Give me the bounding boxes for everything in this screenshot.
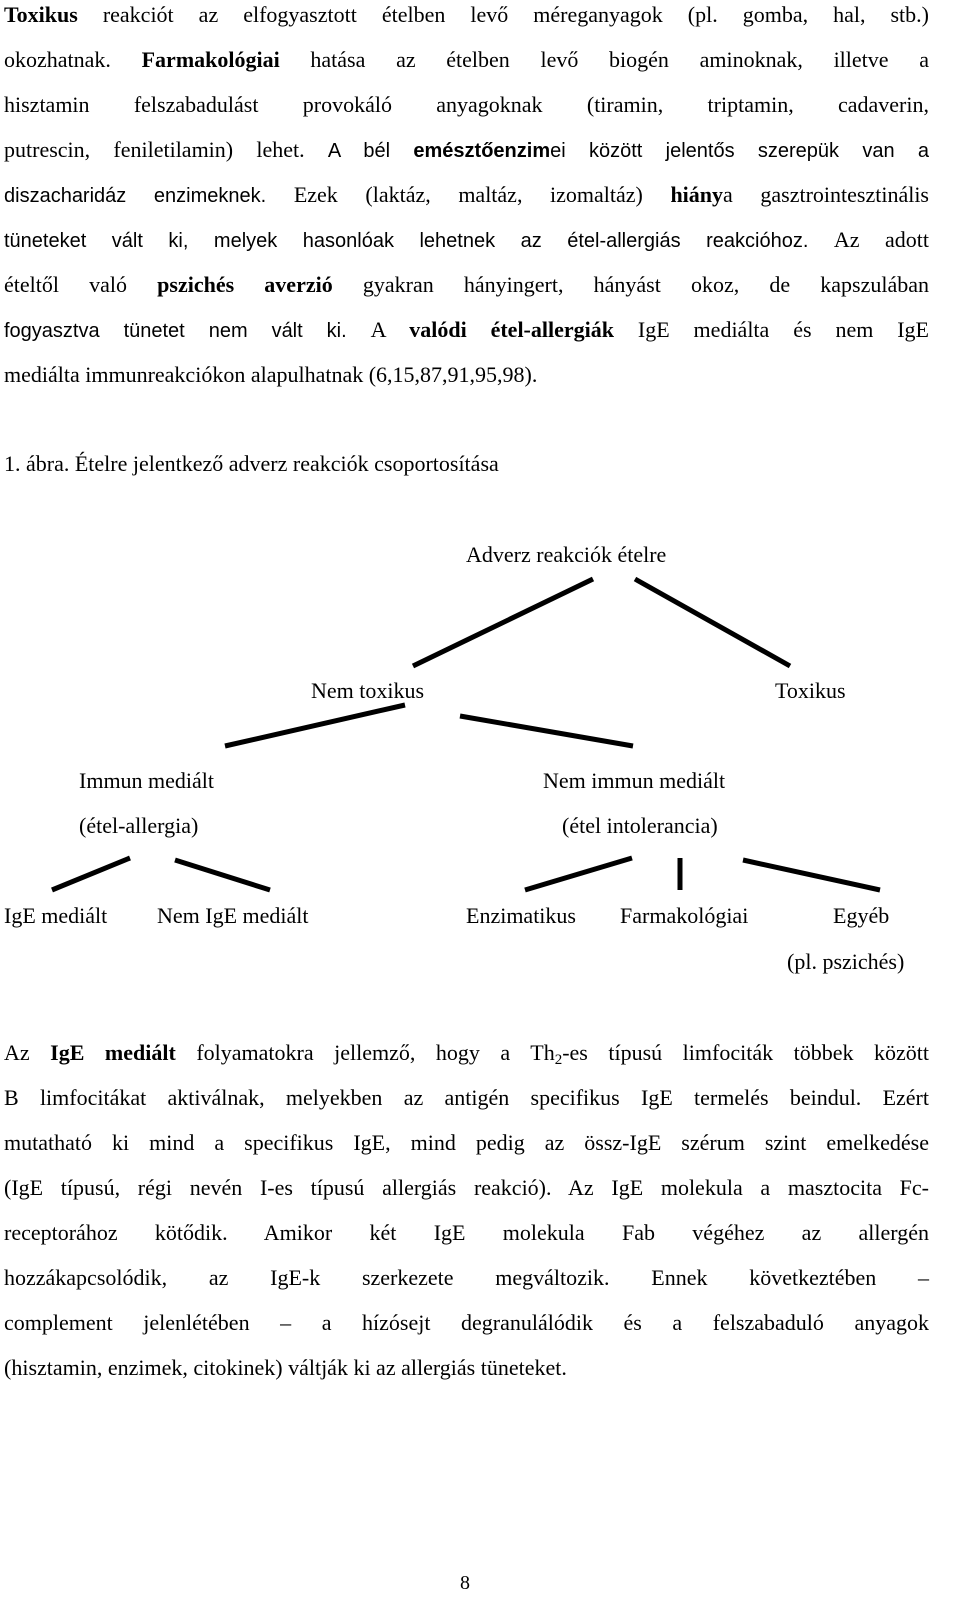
intro-line-9: mediálta immunreakciókon alapulhatnak (6,15,87,91,95,98). [4,362,538,387]
intro-paragraph [4,0,929,397]
node-etel-intolerancia: (étel intolerancia) [562,813,718,838]
term-pszichés-averzio: pszichés averzió [157,272,333,297]
body2-line-7: complement jelenlétében – a hízósejt degranulálódik és a felszabaduló anyagok [4,1310,929,1335]
ige-paragraph [4,1030,929,1390]
node-pl-pszichés: (pl. pszichés) [787,949,905,974]
node-egyeb: Egyéb [833,903,890,928]
body2-line-1: Az IgE mediált folyamatokra jellemző, hogy a $Th_2-es$ típusú limfociták többek között [4,1040,929,1068]
body2-line-3: mutatható ki mind a specifikus IgE, mind pedig az össz-IgE szérum szint emelkedése [4,1130,929,1155]
connector-immun-ige [52,858,130,890]
node-nem-immun-medialt: Nem immun mediált [543,768,726,793]
node-immun-medialt: Immun mediált [79,768,215,793]
term-ige-medialt: IgE mediált [50,1040,176,1065]
connector-root-toxikus [635,579,790,666]
page-number: 8 [460,1572,470,1594]
node-ige-medialt: IgE mediált [4,903,108,928]
term-farmakologiai: Farmakológiai [141,47,280,72]
figure-caption: 1. ábra. Ételre jelentkező adverz reakciók csoportosítása [4,451,499,476]
body2-line-4: (IgE típusú, régi nevén I-es típusú allergiás reakció). Az IgE molekula a masztocita Fc- [4,1175,929,1200]
subscript-2: 2 [554,1052,563,1068]
node-farmakologiai: Farmakológiai [620,903,749,928]
term-emesztoenzim: emésztőenzim [413,140,551,162]
node-enzimatikus: Enzimatikus [466,903,576,928]
term-toxikus: Toxikus [4,2,78,27]
node-toxikus: Toxikus [775,678,846,703]
intro-line-6: tüneteket vált ki, melyek hasonlóak lehetnek az étel-allergiás reakcióhoz. Az adott [4,227,929,252]
node-nem-ige-medialt: Nem IgE mediált [157,903,309,928]
term-valodi-etel-allergiak: valódi étel-allergiák [409,317,614,342]
intro-line-5: diszacharidáz enzimeknek. Ezek (laktáz, maltáz, izomaltáz) hiánya gasztrointesztinális [4,182,929,207]
body2-line-8: (hisztamin, enzimek, citokinek) váltják ki az allergiás tüneteket. [4,1355,567,1380]
connector-nemtox-nonimmun [460,716,633,746]
intro-line-2: okozhatnak. Farmakológiai hatása az ételben levő biogén aminoknak, illetve a [4,47,929,72]
body2-line-5: receptorához kötődik. Amikor két IgE molekula Fab végéhez az allergén [4,1220,929,1245]
node-etel-allergia: (étel-allergia) [79,813,199,838]
connector-nemtox-immun [225,705,405,746]
intro-line-1: Toxikus reakciót az elfogyasztott ételben levő méreganyagok (pl. gomba, hal, stb.) [4,2,929,27]
connector-immun-non-ige [175,860,270,890]
connector-nonimmun-egyeb [743,860,880,890]
term-hiany: hiány [670,182,724,207]
connector-nonimmun-enzimatikus [525,858,632,890]
connector-root-nem-toxikus [413,579,593,666]
body2-line-2: B limfocitákat aktiválnak, melyekben az antigén specifikus IgE termelés beindul. Ezért [4,1085,929,1110]
intro-line-4: putrescin, feniletilamin) lehet. A bél emésztőenzimei között jelentős szerepük van a [4,137,929,162]
node-nem-toxikus: Nem toxikus [311,678,425,703]
intro-line-8: fogyasztva tünetet nem vált ki. A valódi étel-allergiák IgE mediálta és nem IgE [4,317,929,342]
intro-line-7: ételtől való pszichés averzió gyakran hányingert, hányást okoz, de kapszulában [4,272,930,297]
node-adverz-reakciok: Adverz reakciók ételre [466,542,667,567]
intro-line-3: hisztamin felszabadulást provokáló anyagoknak (tiramin, triptamin, cadaverin, [4,92,929,117]
body2-line-6: hozzákapcsolódik, az IgE-k szerkezete megváltozik. Ennek következtében – [4,1265,929,1290]
